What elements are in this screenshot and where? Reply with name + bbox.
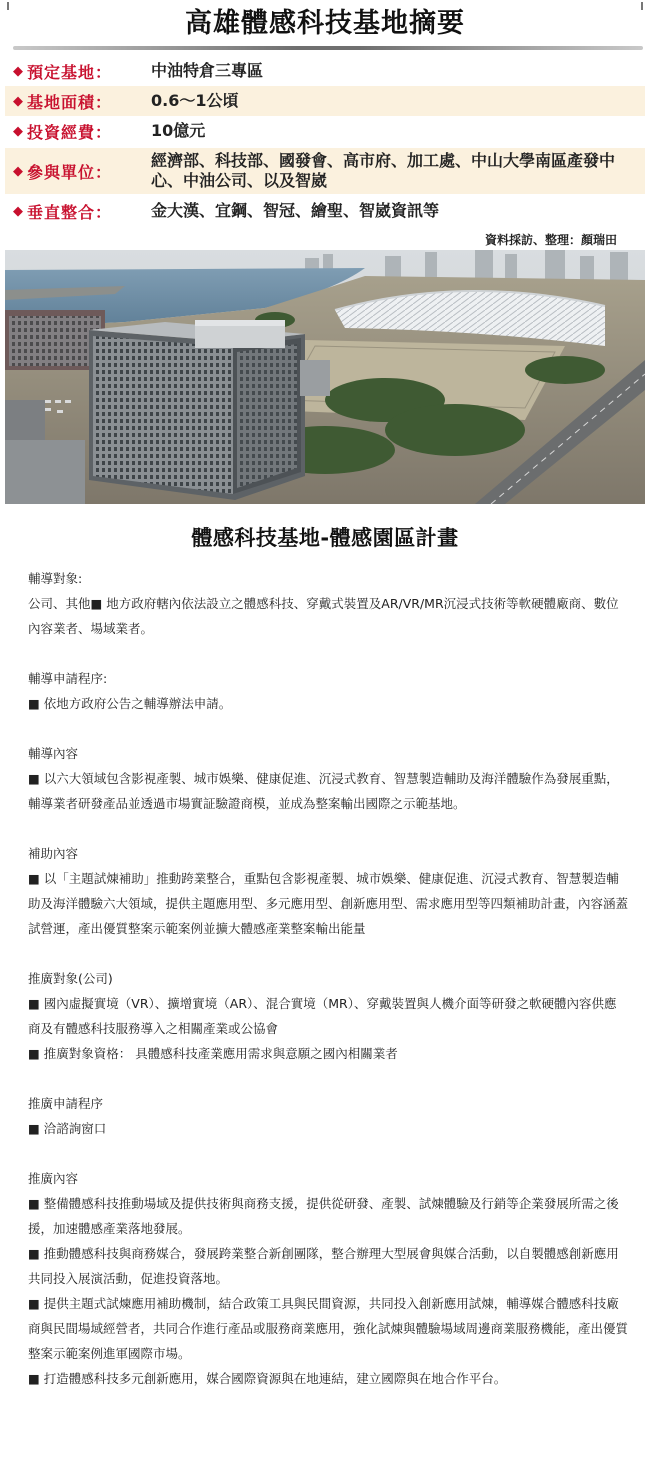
section-heading: 推廣對象(公司) <box>28 971 113 986</box>
section-paragraph: ■ 國內虛擬實境（VR）、擴增實境（AR）、混合實境（MR）、穿戴裝置與人機介面等研發之軟硬體內容供應商及有體感科技服務導入之相關產業或公協會 <box>28 996 617 1036</box>
document-title: 體感科技基地-體感園區計畫 <box>191 526 459 550</box>
section-heading: 輔導內容 <box>28 746 79 761</box>
diamond-icon: ◆ <box>13 163 24 179</box>
section-heading: 輔導申請程序: <box>28 671 108 686</box>
row-value: 10億元 <box>151 121 206 140</box>
section-paragraph: ■ 打造體感科技多元創新應用，媒合國際資源與在地連結，建立國際與在地合作平台。 <box>28 1371 507 1386</box>
section-paragraph: ■ 提供主題式試煉應用補助機制，結合政策工具與民間資源，共同投入創新應用試煉，輔導媒合體感科技廠商與民間場域經營者，共同合作進行產品或服務商業應用，強化試煉與體驗場域周邊商業服務機能，產出優質整案示範案例進軍國際市場。 <box>28 1296 629 1361</box>
summary-row-area <box>5 86 645 116</box>
section-heading: 推廣申請程序 <box>28 1096 104 1111</box>
row-value: 金大漢、宜鋼、智冠、繪聖、智崴資訊等 <box>151 201 440 220</box>
diamond-icon: ◆ <box>13 63 24 79</box>
section-paragraph: ■ 整備體感科技推動場域及提供技術與商務支援，提供從研發、產製、試煉體驗及行銷等企業發展所需之後援，加速體感產業落地發展。 <box>28 1196 619 1236</box>
row-label: 基地面積： <box>27 92 113 112</box>
aerial-photo <box>5 250 645 504</box>
section-paragraph: ■ 洽諮詢窗口 <box>28 1121 107 1136</box>
source-credit: 資料採訪、整理：顏瑞田 <box>484 233 617 247</box>
summary-row-participants <box>5 148 645 194</box>
summary-row-site <box>5 56 645 86</box>
section-promotion-target <box>28 966 628 1066</box>
aerial-photo-illustration <box>5 250 645 504</box>
summary-title: 高雄體感科技基地摘要 <box>185 8 465 39</box>
title-divider <box>13 46 643 50</box>
row-label: 參與單位： <box>27 162 113 182</box>
section-guidance-content <box>28 741 628 816</box>
row-value: 經濟部、科技部、國發會、高市府、加工處、中山大學南區產發中心、中油公司、以及智崴 <box>151 151 616 190</box>
section-promotion-content <box>28 1166 628 1391</box>
section-heading: 推廣內容 <box>28 1171 79 1186</box>
section-subsidy-content <box>28 841 628 941</box>
diamond-icon: ◆ <box>13 203 24 219</box>
section-guidance-procedure <box>28 666 628 716</box>
section-guidance-target <box>28 566 628 641</box>
section-heading: 補助內容 <box>28 846 79 861</box>
document-body <box>28 566 628 1416</box>
summary-row-investment <box>5 116 645 146</box>
summary-row-integration <box>5 196 645 226</box>
row-label: 垂直整合： <box>27 202 113 222</box>
section-paragraph: ■ 依地方政府公告之輔導辦法申請。 <box>28 696 232 711</box>
section-heading: 輔導對象: <box>28 571 83 586</box>
row-value: 中油特倉三專區 <box>151 61 264 80</box>
diamond-icon: ◆ <box>13 123 24 139</box>
section-paragraph: ■ 推動體感科技與商務媒合，發展跨業整合新創團隊，整合辦理大型展會與媒合活動，以自製體感創新應用共同投入展演活動，促進投資落地。 <box>28 1246 619 1286</box>
row-label: 預定基地： <box>27 62 113 82</box>
section-paragraph: ■ 以六大領域包含影視產製、城市娛樂、健康促進、沉浸式教育、智慧製造輔助及海洋體驗作為發展重點，輔導業者研發產品並透過市場實証驗證商模，並成為整案輸出國際之示範基地。 <box>28 771 619 811</box>
row-label: 投資經費： <box>27 122 113 142</box>
summary-infographic <box>5 0 645 248</box>
row-value: 0.6～1公頃 <box>151 91 239 110</box>
section-paragraph: ■ 推廣對象資格： 具體感科技產業應用需求與意願之國內相關業者 <box>28 1046 398 1061</box>
section-paragraph: 公司、其他■ 地方政府轄內依法設立之體感科技、穿戴式裝置及AR/VR/MR沉浸式技術等軟硬體廠商、數位內容業者、場域業者。 <box>28 596 619 636</box>
section-promotion-procedure <box>28 1091 628 1141</box>
section-paragraph: ■ 以「主題試煉補助」推動跨業整合，重點包含影視產製、城市娛樂、健康促進、沉浸式教育、智慧製造輔助及海洋體驗六大領域，提供主題應用型、多元應用型、創新應用型、需求應用型等四類補助計畫，內容涵蓋試營運，產出優質整案示範案例並擴大體感產業整案輸出能量 <box>28 871 629 936</box>
diamond-icon: ◆ <box>13 93 24 109</box>
